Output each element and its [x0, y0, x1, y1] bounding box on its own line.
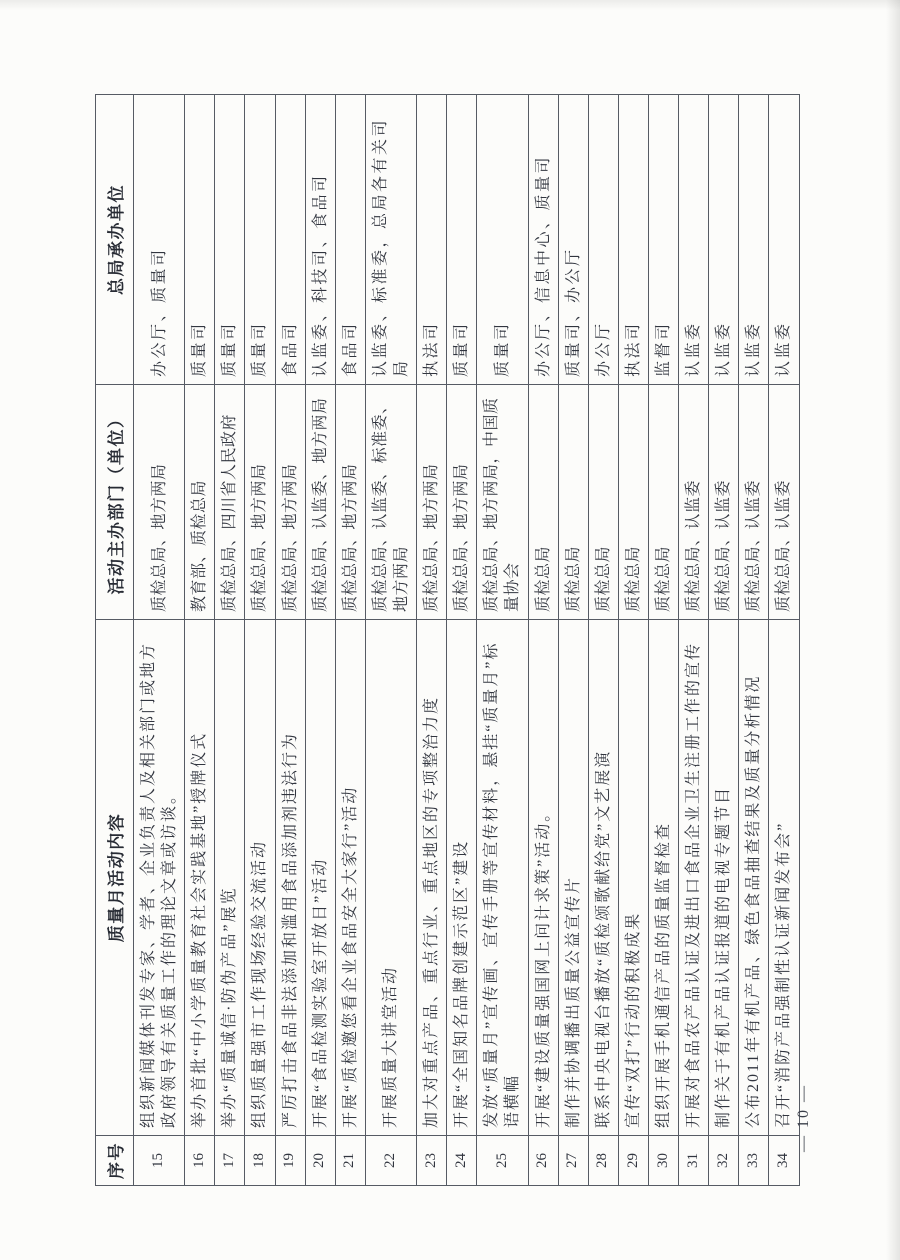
organizer-cell: 质检总局、地方两局: [417, 385, 447, 620]
activity-content-cell: 组织新闻媒体刊发专家、学者、企业负责人及相关部门或地方政府领导有关质量工作的理论文章或访谈。: [134, 620, 185, 1136]
organizer-cell: 质检总局、认监委: [739, 385, 769, 620]
organizer-cell: 质检总局: [528, 385, 558, 620]
undertaker-cell: 食品司: [335, 95, 365, 385]
row-number-cell: 33: [739, 1136, 769, 1186]
undertaker-cell: 质量司: [215, 95, 245, 385]
activity-content-cell: 举办首批“中小学质量教育社会实践基地”授牌仪式: [185, 620, 215, 1136]
page-number: — 10 —: [795, 1084, 812, 1152]
activity-content-cell: 召开“消防产品强制性认证新闻发布会”: [769, 620, 799, 1136]
row-number-cell: 34: [769, 1136, 799, 1186]
table-row: [558, 95, 588, 1186]
row-number-cell: 23: [417, 1136, 447, 1186]
row-number-cell: 30: [648, 1136, 678, 1186]
table-row: [769, 95, 799, 1186]
row-number-cell: 24: [447, 1136, 477, 1186]
undertaker-cell: 质量司: [185, 95, 215, 385]
activity-content-cell: 发放“质量月”宣传画、宣传手册等宣传材料，悬挂“质量月”标语横幅: [477, 620, 528, 1136]
scan-shadow-top-edge: [0, 0, 900, 10]
undertaker-cell: 办公厅、信息中心、质量司: [528, 95, 558, 385]
row-number-cell: 15: [134, 1136, 185, 1186]
undertaker-cell: 认监委: [769, 95, 799, 385]
organizer-cell: 质检总局、地方两局: [245, 385, 275, 620]
row-number-cell: 19: [275, 1136, 305, 1186]
undertaker-cell: 认监委: [679, 95, 709, 385]
rotated-landscape-content: [95, 95, 812, 1186]
organizer-cell: 质检总局、认监委: [679, 385, 709, 620]
activity-content-cell: 开展“全国知名品牌创建示范区”建设: [447, 620, 477, 1136]
undertaker-cell: 质量司: [447, 95, 477, 385]
table-row: [275, 95, 305, 1186]
organizer-cell: 教育部、质检总局: [185, 385, 215, 620]
table-row: [215, 95, 245, 1186]
organizer-cell: 质检总局、地方两局: [447, 385, 477, 620]
table-row: [588, 95, 618, 1186]
table-row: [739, 95, 769, 1186]
row-number-cell: 27: [558, 1136, 588, 1186]
undertaker-cell: 执法司: [618, 95, 648, 385]
organizer-cell: 质检总局、四川省人民政府: [215, 385, 245, 620]
column-header-no: 序号: [96, 1136, 134, 1186]
undertaker-cell: 认监委: [739, 95, 769, 385]
activity-content-cell: 开展质量大讲堂活动: [365, 620, 416, 1136]
column-header-undertaker: 总局承办单位: [96, 95, 134, 385]
organizer-cell: 质检总局、认监委、地方两局: [305, 385, 335, 620]
undertaker-cell: 认监委: [709, 95, 739, 385]
undertaker-cell: 认监委、标准委，总局各有关司局: [365, 95, 416, 385]
table-row: [245, 95, 275, 1186]
table-row: [477, 95, 528, 1186]
row-number-cell: 32: [709, 1136, 739, 1186]
organizer-cell: 质检总局: [648, 385, 678, 620]
activity-content-cell: 严厉打击食品非法添加和滥用食品添加剂违法行为: [275, 620, 305, 1136]
column-header-organizer: 活动主办部门（单位）: [96, 385, 134, 620]
table-row: [447, 95, 477, 1186]
row-number-cell: 26: [528, 1136, 558, 1186]
table-row: [185, 95, 215, 1186]
undertaker-cell: 办公厅、质量司: [134, 95, 185, 385]
activity-content-cell: 开展对食品农产品认证及进出口食品企业卫生注册工作的宣传: [679, 620, 709, 1136]
quality-month-activities-table: [95, 94, 800, 1186]
undertaker-cell: 食品司: [275, 95, 305, 385]
column-header-content: 质量月活动内容: [96, 620, 134, 1136]
organizer-cell: 质检总局: [558, 385, 588, 620]
activity-content-cell: 组织开展手机通信产品的质量监督检查: [648, 620, 678, 1136]
organizer-cell: 质检总局: [618, 385, 648, 620]
table-row: [365, 95, 416, 1186]
table-row: [679, 95, 709, 1186]
row-number-cell: 17: [215, 1136, 245, 1186]
organizer-cell: 质检总局、认监委: [769, 385, 799, 620]
organizer-cell: 质检总局: [588, 385, 618, 620]
row-number-cell: 31: [679, 1136, 709, 1186]
row-number-cell: 25: [477, 1136, 528, 1186]
undertaker-cell: 质量司: [245, 95, 275, 385]
row-number-cell: 21: [335, 1136, 365, 1186]
organizer-cell: 质检总局、地方两局，中国质量协会: [477, 385, 528, 620]
undertaker-cell: 质量司、办公厅: [558, 95, 588, 385]
organizer-cell: 质检总局、地方两局: [275, 385, 305, 620]
row-number-cell: 16: [185, 1136, 215, 1186]
activity-content-cell: 开展“食品检测实验室开放日”活动: [305, 620, 335, 1136]
activity-content-cell: 宣传“双打”行动的积极成果: [618, 620, 648, 1136]
row-number-cell: 22: [365, 1136, 416, 1186]
activity-content-cell: 组织质量强市工作现场经验交流活动: [245, 620, 275, 1136]
table-row: [305, 95, 335, 1186]
table-row: [528, 95, 558, 1186]
table-row: [134, 95, 185, 1186]
row-number-cell: 29: [618, 1136, 648, 1186]
activity-content-cell: 开展“建设质量强国网上问计求策”活动。: [528, 620, 558, 1136]
activity-content-cell: 制作并协调播出质量公益宣传片: [558, 620, 588, 1136]
table-row: [335, 95, 365, 1186]
organizer-cell: 质检总局、地方两局: [134, 385, 185, 620]
row-number-cell: 20: [305, 1136, 335, 1186]
table-row: [648, 95, 678, 1186]
activity-content-cell: 举办“质量诚信·防伪产品”展览: [215, 620, 245, 1136]
undertaker-cell: 办公厅: [588, 95, 618, 385]
undertaker-cell: 认监委、科技司、食品司: [305, 95, 335, 385]
activity-content-cell: 加大对重点产品、重点行业、重点地区的专项整治力度: [417, 620, 447, 1136]
activity-content-cell: 开展“质检邀您看企业食品安全大家行”活动: [335, 620, 365, 1136]
table-row: [417, 95, 447, 1186]
table-row: [618, 95, 648, 1186]
row-number-cell: 18: [245, 1136, 275, 1186]
organizer-cell: 质检总局、认监委: [709, 385, 739, 620]
undertaker-cell: 质量司: [477, 95, 528, 385]
activity-content-cell: 制作关于有机产品认证报道的电视专题节目: [709, 620, 739, 1136]
row-number-cell: 28: [588, 1136, 618, 1186]
undertaker-cell: 监督司: [648, 95, 678, 385]
organizer-cell: 质检总局、地方两局: [335, 385, 365, 620]
activity-content-cell: 公布2011年有机产品、绿色食品抽查结果及质量分析情况: [739, 620, 769, 1136]
organizer-cell: 质检总局、认监委、标准委、地方两局: [365, 385, 416, 620]
activity-content-cell: 联系中央电视台播放“质检颂歌献给党”文艺展演: [588, 620, 618, 1136]
table-row: [709, 95, 739, 1186]
scan-shadow-right-edge: [886, 0, 900, 1260]
table-header-row: [96, 95, 134, 1186]
undertaker-cell: 执法司: [417, 95, 447, 385]
